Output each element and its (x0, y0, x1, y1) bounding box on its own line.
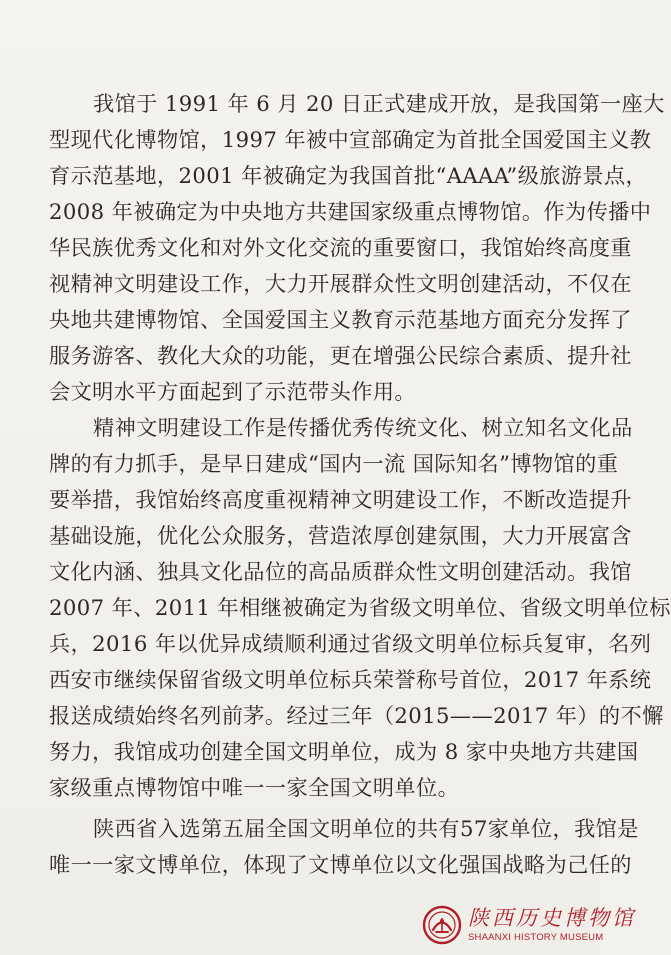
text-line: 基础设施，优化公众服务，营造浓厚创建氛围，大力开展富含 (49, 523, 632, 548)
text-line: 我馆于 1991 年 6 月 20 日正式建成开放，是我国第一座大 (93, 91, 665, 116)
text-line: 视精神文明建设工作，大力开展群众性文明创建活动，不仅在 (49, 271, 632, 296)
text-line: 央地共建博物馆、全国爱国主义教育示范基地方面充分发挥了 (49, 307, 632, 332)
text-line: 兵，2016 年以优异成绩顺利通过省级文明单位标兵复审，名列 (49, 631, 652, 656)
text-line: 会文明水平方面起到了示范带头作用。 (49, 379, 416, 404)
text-line: 文化内涵、独具文化品位的高品质群众性文明创建活动。我馆 (49, 559, 632, 584)
text-line: 牌的有力抓手，是早日建成“国内一流 国际知名”博物馆的重 (49, 451, 619, 476)
text-line: 育示范基地，2001 年被确定为我国首批“AAAA”级旅游景点， (49, 163, 648, 188)
text-line: 2007 年、2011 年相继被确定为省级文明单位、省级文明单位标 (49, 595, 671, 620)
museum-emblem-icon (422, 905, 462, 945)
text-line: 要举措，我馆始终高度重视精神文明建设工作，不断改造提升 (49, 487, 632, 512)
text-line: 努力，我馆成功创建全国文明单位，成为 8 家中央地方共建国 (49, 739, 639, 764)
text-line: 服务游客、教化大众的功能，更在增强公民综合素质、提升社 (49, 343, 632, 368)
museum-name-chinese: 陕西历史博物馆 (468, 906, 636, 930)
text-line: 唯一一家文博单位，体现了文博单位以文化强国战略为己任的 (49, 852, 632, 877)
text-line: 华民族优秀文化和对外文化交流的重要窗口，我馆始终高度重 (49, 235, 632, 260)
text-line: 西安市继续保留省级文明单位标兵荣誉称号首位，2017 年系统 (49, 667, 652, 692)
museum-logo (412, 903, 636, 947)
text-line: 报送成绩始终名列前茅。经过三年（2015——2017 年）的不懈 (49, 703, 664, 728)
museum-name-english: SHAANXI HISTORY MUSEUM (468, 932, 604, 943)
text-line: 型现代化博物馆，1997 年被中宣部确定为首批全国爱国主义教 (49, 127, 652, 152)
text-line: 陕西省入选第五届全国文明单位的共有57家单位，我馆是 (93, 816, 639, 841)
text-line: 精神文明建设工作是传播优秀传统文化、树立知名文化品 (93, 415, 633, 440)
text-line: 家级重点博物馆中唯一一家全国文明单位。 (49, 775, 460, 800)
text-line: 2008 年被确定为中央地方共建国家级重点博物馆。作为传播中 (49, 199, 652, 224)
